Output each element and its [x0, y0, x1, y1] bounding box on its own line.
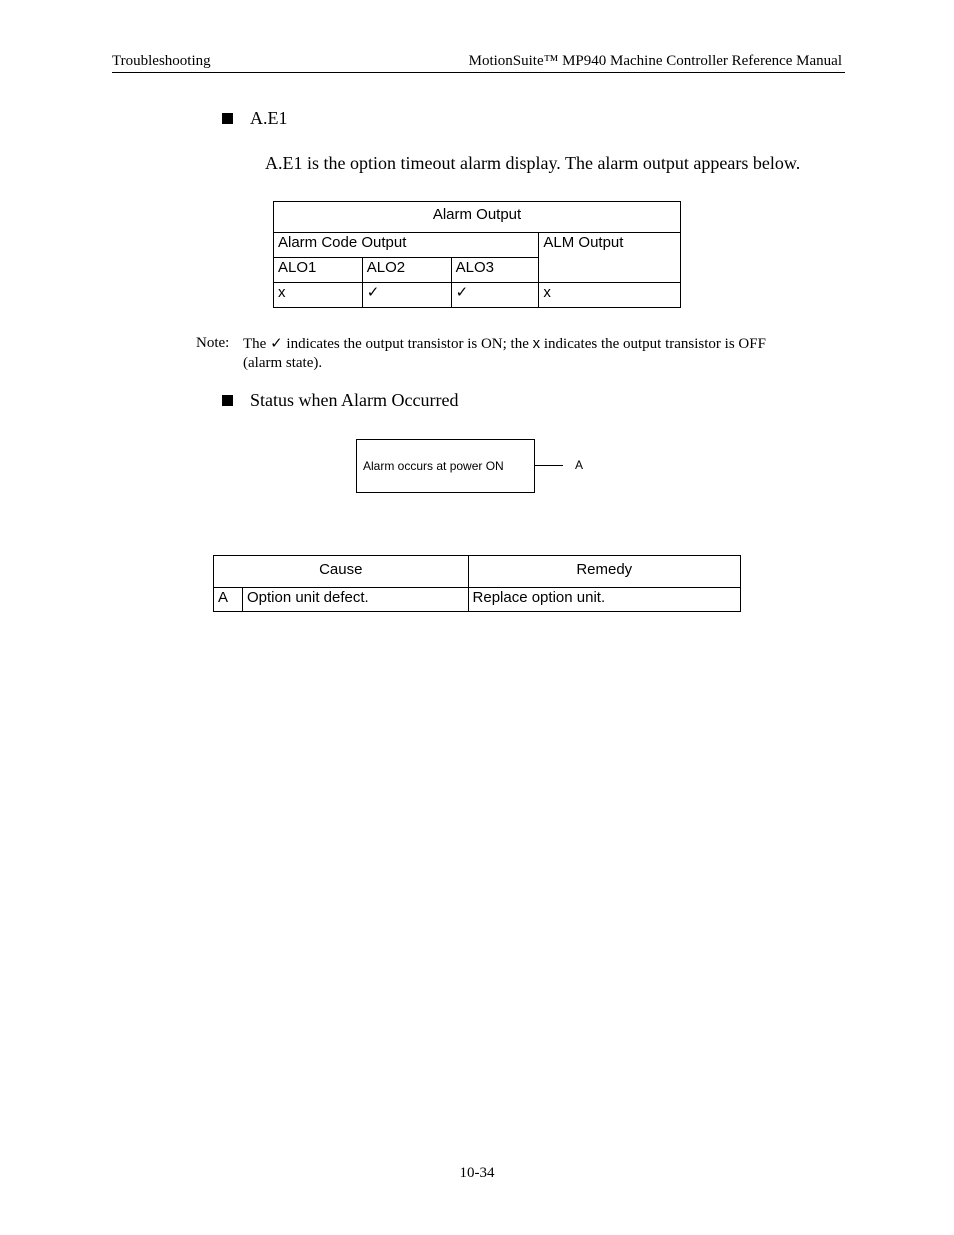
value-alo1: x — [274, 283, 363, 308]
alarm-heading-text: A.E1 — [250, 108, 288, 128]
note-text-part3: indicates the output transistor is OFF (alarm state). — [243, 336, 766, 371]
note-label: Note: — [196, 335, 230, 351]
value-alm: x — [539, 283, 681, 308]
alarm-output-title: Alarm Output — [274, 202, 681, 233]
row-id: A — [214, 588, 243, 612]
status-heading-text: Status when Alarm Occurred — [250, 390, 459, 410]
connector-line — [535, 465, 563, 466]
square-bullet-icon — [222, 113, 233, 124]
column-alo2: ALO2 — [362, 258, 451, 283]
alarm-status-text: Alarm occurs at power ON — [363, 459, 504, 473]
alarm-status-box — [356, 439, 535, 493]
intro-paragraph: A.E1 is the option timeout alarm display. The alarm output appears below. — [265, 153, 801, 173]
alarm-heading — [222, 107, 288, 129]
alarm-code-output-label: Alarm Code Output — [274, 233, 539, 258]
header-section-title: Troubleshooting — [112, 53, 211, 69]
header-manual-title: MotionSuite™ MP940 Machine Controller Reference Manual — [468, 53, 842, 69]
square-bullet-icon — [222, 395, 233, 406]
remedy-header: Remedy — [468, 556, 740, 588]
header-rule — [112, 72, 845, 73]
row-remedy: Replace option unit. — [468, 588, 740, 612]
status-letter: A — [575, 458, 584, 472]
row-cause: Option unit defect. — [242, 588, 468, 612]
page-number: 10-34 — [459, 1165, 495, 1181]
note-text — [243, 334, 803, 373]
column-alo3: ALO3 — [451, 258, 539, 283]
table-row — [214, 588, 741, 612]
status-heading — [222, 389, 458, 411]
value-alo3: ✓ — [451, 283, 539, 308]
check-mark-icon: ✓ — [270, 336, 283, 352]
note-text-part1: The — [243, 336, 271, 352]
column-alo1: ALO1 — [274, 258, 363, 283]
x-mark: x — [532, 335, 541, 352]
cause-header: Cause — [214, 556, 469, 588]
note-text-part2: indicates the output transistor is ON; the — [282, 336, 533, 352]
value-alo2: ✓ — [362, 283, 451, 308]
cause-remedy-table — [213, 555, 741, 612]
alm-output-label: ALM Output — [539, 233, 681, 283]
alarm-output-table — [273, 201, 681, 308]
